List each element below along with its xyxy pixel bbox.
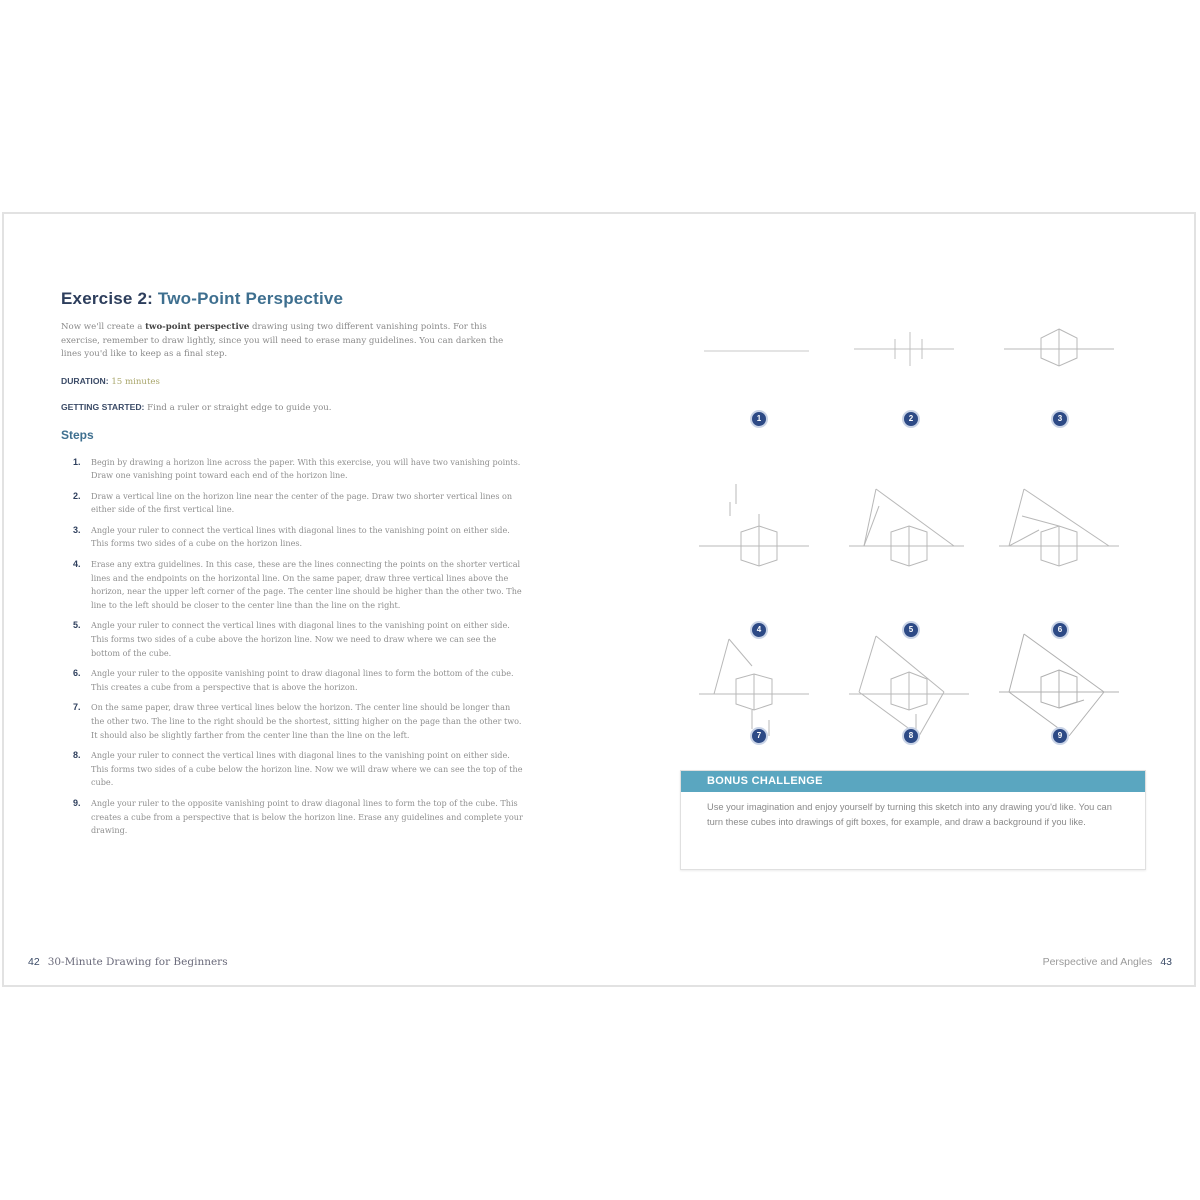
step-text: On the same paper, draw three vertical lines below the horizon. The center line should be longer than the other two. The line to the right should be the shortest, sitting higher on the page than the other two. It should also be slightly farther from the center line than the line on the left. <box>91 702 522 740</box>
duration-value: 15 minutes <box>111 376 160 387</box>
left-page <box>61 289 523 845</box>
right-footer <box>1043 956 1172 968</box>
exercise-title-prefix: Exercise 2: <box>61 289 158 308</box>
step-text: Angle your ruler to the opposite vanishing point to draw diagonal lines to form the bottom of the cube. This creates a cube from a perspective that is above the horizon. <box>91 668 514 692</box>
sketch-vertical-lines <box>844 324 974 424</box>
figure-step-1 <box>694 324 824 464</box>
sketch-horizon-line <box>694 324 824 424</box>
getting-started <box>61 402 523 413</box>
figure-step-4 <box>694 474 824 634</box>
step-number: 3. <box>73 524 81 535</box>
left-footer <box>28 956 228 968</box>
step-item <box>61 667 523 694</box>
figure-step-6 <box>994 474 1124 634</box>
step-figures-grid <box>694 324 1124 744</box>
step-number: 7. <box>73 702 81 713</box>
step-number: 2. <box>73 490 81 501</box>
exercise-title-main: Two-Point Perspective <box>157 289 344 308</box>
intro-paragraph <box>61 321 523 362</box>
step-badge: 9 <box>1051 727 1069 745</box>
exercise-title <box>61 289 523 309</box>
intro-text-pre: Now we'll create a <box>61 322 146 332</box>
intro-text-post: drawing using two different vanishing points. For this exercise, remember to draw lightly, since you will need to erase many guidelines. You can darken the lines you'd like to keep as a final step. <box>61 322 504 359</box>
steps-heading: Steps <box>61 427 94 442</box>
step-number: 6. <box>73 668 81 679</box>
bonus-challenge-box <box>680 770 1146 870</box>
step-number: 5. <box>73 620 81 631</box>
step-item <box>61 558 523 612</box>
step-text: Draw a vertical line on the horizon line near the center of the page. Draw two shorter vertical lines on either side of the first vertical line. <box>91 490 513 515</box>
duration <box>61 376 523 387</box>
step-badge: 8 <box>902 727 920 745</box>
step-text: Angle your ruler to connect the vertical lines with diagonal lines to the vanishing point on either side. This forms two sides of a cube below the horizon line. Now we will draw where we can see the top of the cube. <box>91 750 523 788</box>
bonus-challenge-heading: BONUS CHALLENGE <box>681 771 1145 792</box>
step-item <box>61 797 523 838</box>
figure-step-7 <box>694 624 824 764</box>
step-item <box>61 619 523 660</box>
step-number: 8. <box>73 750 81 761</box>
steps-list <box>61 456 523 838</box>
duration-label: DURATION: <box>61 375 109 386</box>
book-spread <box>2 212 1196 987</box>
right-page-number: 43 <box>1160 956 1172 968</box>
sketch-step-5 <box>844 474 974 584</box>
step-number: 4. <box>73 559 81 570</box>
section-title: Perspective and Angles <box>1042 956 1153 968</box>
getting-started-value: Find a ruler or straight edge to guide you. <box>147 402 332 413</box>
intro-text-bold: two-point perspective <box>145 322 250 332</box>
step-badge: 1 <box>750 410 768 428</box>
sketch-cube-horizon <box>994 324 1124 424</box>
figure-step-9 <box>994 624 1124 764</box>
figure-step-5 <box>844 474 974 634</box>
step-item <box>61 490 523 517</box>
step-text: Angle your ruler to the opposite vanishing point to draw diagonal lines to form the top of the cube. This creates a cube from a perspective that is below the horizon line. Erase any guidelines and complete your drawing. <box>91 797 523 836</box>
left-page-number: 42 <box>28 956 40 968</box>
step-badge: 3 <box>1051 410 1069 428</box>
sketch-step-8 <box>844 624 974 739</box>
book-title: 30-Minute Drawing for Beginners <box>47 956 228 968</box>
sketch-step-6 <box>994 474 1124 584</box>
step-number: 9. <box>73 797 81 808</box>
sketch-step-9 <box>994 624 1124 739</box>
step-text: Angle your ruler to connect the vertical lines with diagonal lines to the vanishing point on either side. This forms two sides of a cube above the horizon line. Now we need to draw where we can see the bottom of the cube. <box>91 620 510 658</box>
step-item <box>61 524 523 551</box>
step-item <box>61 701 523 742</box>
step-badge: 2 <box>902 410 920 428</box>
step-item <box>61 456 523 483</box>
step-text: Begin by drawing a horizon line across the paper. With this exercise, you will have two vanishing points. Draw one vanishing point toward each end of the horizon line. <box>91 456 521 481</box>
sketch-step-4 <box>694 474 824 584</box>
figure-step-3 <box>994 324 1124 464</box>
figure-step-2 <box>844 324 974 464</box>
step-badge: 4 <box>750 621 768 639</box>
bonus-challenge-text: Use your imagination and enjoy yourself by turning this sketch into any drawing you'd like. You can turn these cubes into drawings of gift boxes, for example, and draw a background if you like. <box>707 802 1112 827</box>
step-item <box>61 749 523 790</box>
figure-step-8 <box>844 624 974 764</box>
step-badge: 7 <box>750 727 768 745</box>
step-badge: 5 <box>902 621 920 639</box>
step-badge: 6 <box>1051 621 1069 639</box>
step-text: Erase any extra guidelines. In this case, these are the lines connecting the points on the shorter vertical lines and the endpoints on the horizontal line. On the same paper, draw three vertical lines above the horizon, near the upper left corner of the page. The center line should be higher than the other two. The line to the left should be closer to the center line than the line on the right. <box>91 559 522 610</box>
sketch-step-7 <box>694 624 824 739</box>
step-number: 1. <box>73 456 81 467</box>
step-text: Angle your ruler to connect the vertical lines with diagonal lines to the vanishing point on either side. This forms two sides of a cube on the horizon lines. <box>91 524 510 549</box>
getting-started-label: GETTING STARTED: <box>61 401 145 412</box>
